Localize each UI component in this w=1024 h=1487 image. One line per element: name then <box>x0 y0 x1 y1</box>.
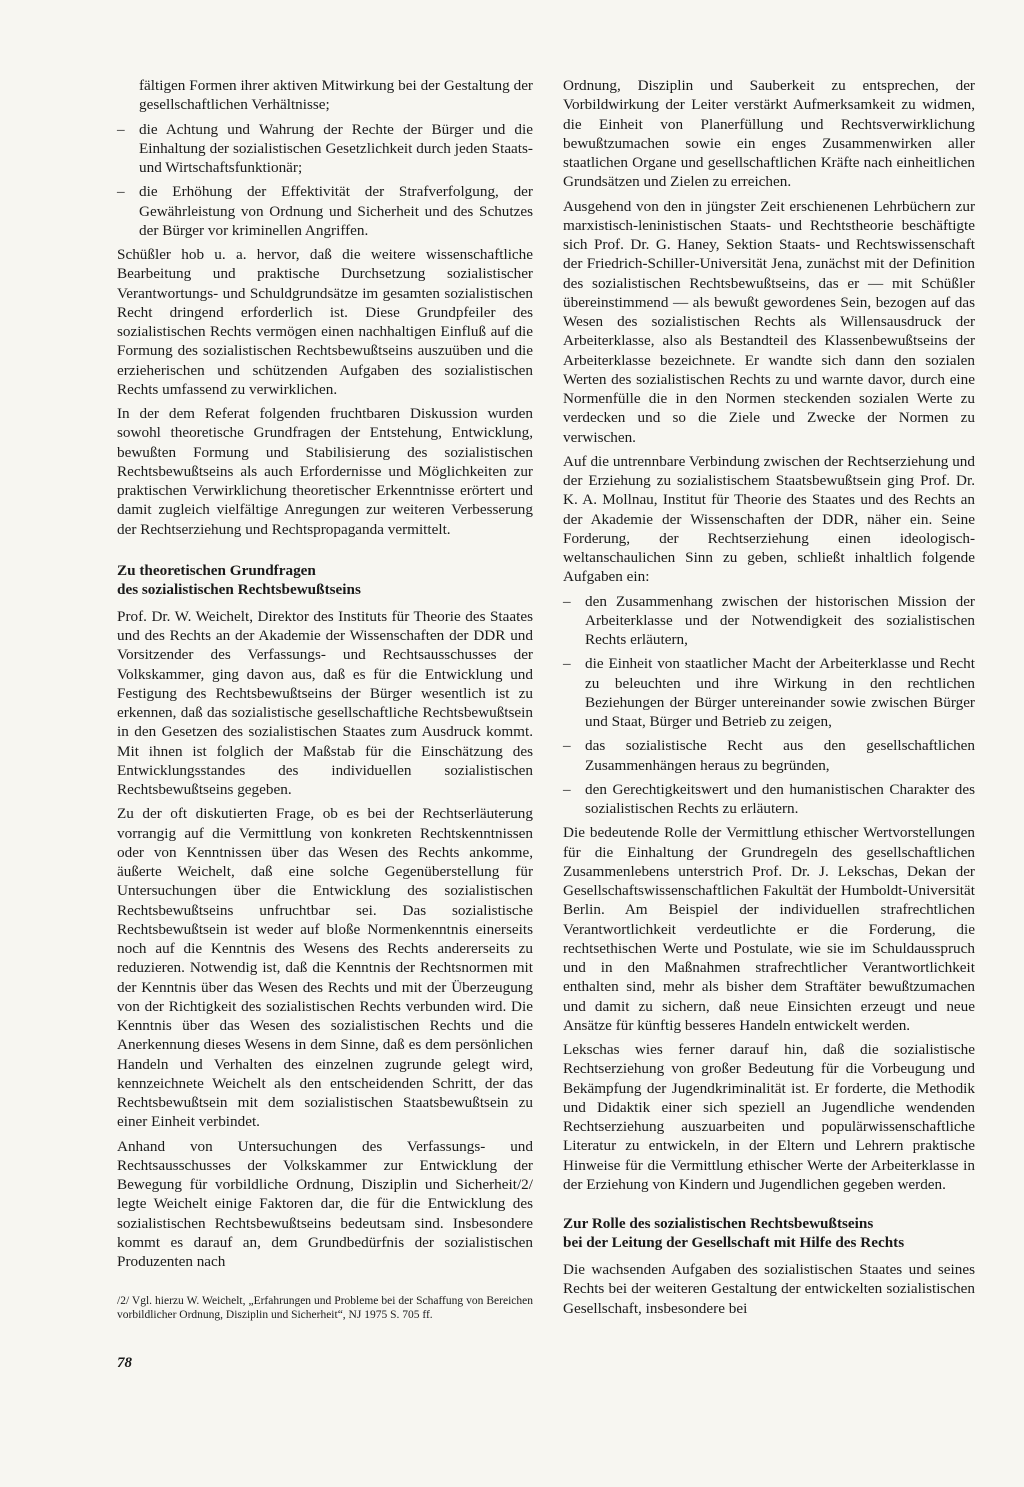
paragraph: fältigen Formen ihrer aktiven Mitwirkung bei der Gestaltung der gesellschaftlichen Verhältnisse; <box>139 77 533 114</box>
paragraph: Lekschas wies ferner darauf hin, daß die sozialistische Rechtserziehung von großer Bedeutung für die Vorbeugung und Bekämpfung der Jugendkriminalität ist. Er forderte, die Methodik und Didaktik einer sich speziell an Jugendliche wendenden Rechtserziehung auszuarbeiten und populärwissenschaftliche Literatur zu entwickeln, in der Eltern und Lehrern praktische Hinweise für die Vermittlung ethischer Werte der Arbeiterklasse in der Erziehung von Kindern und Jugendlichen gegeben werden. <box>563 1041 975 1193</box>
paragraph: Zu der oft diskutierten Frage, ob es bei der Rechtserläuterung vorrangig auf die Vermittlung von konkreten Rechtskenntnissen oder von Kenntnissen über das Wesen des Rechts ankomme, äußerte Weichelt, daß eine solche Gegenüberstellung für Untersuchungen über die Entwicklung des sozialistischen Rechtsbewußtseins unfruchtbar sei. Das sozialistische Rechtsbewußtsein ist weder auf bloße Normenkenntnis einerseits noch auf die Kenntnis des Wesens des Rechts andererseits zu reduzieren. Notwendig ist, daß die Kenntnis der Rechtsnormen mit der Kenntnis über das Wesen des Rechts und mit der Überzeugung von der Richtigkeit des sozialistischen Rechts verbunden wird. Die Kenntnis über das Wesen des sozialistischen Rechts und die Anerkennung dieses Wesens in dem Sinne, daß es dem persönlichen Handeln und Verhalten des einzelnen zugrunde gelegt wird, kennzeichnete Weichelt als den entscheidenden Schritt, der das Rechtsbewußtsein mit dem sozialistischen Staatsbewußtsein zu einer Einheit verbindet. <box>117 805 533 1131</box>
paragraph: In der dem Referat folgenden fruchtbaren Diskussion wurden sowohl theoretische Grundfragen der Entstehung, Entwicklung, bewußten Formung und Stabilisierung des sozialistischen Rechtsbewußtseins als auch Erfordernisse und Möglichkeiten zur praktischen Verwirklichung theoretischer Erkenntnisse erörtert und damit zugleich vielfältige Anregungen zur weiteren Verbesserung der Rechtserziehung und Rechtspropaganda vermittelt. <box>117 405 533 538</box>
list-item: – die Erhöhung der Effektivität der Strafverfolgung, der Gewährleistung von Ordnung und Sicherheit und des Schutzes der Bürger vor kriminellen Angriffen. <box>117 182 533 240</box>
page-number: 78 <box>117 1355 132 1371</box>
section-heading <box>563 1214 975 1252</box>
list-item: – die Achtung und Wahrung der Rechte der Bürger und die Einhaltung der sozialistischen Gesetzlichkeit durch jeden Staats- und Wirtschaftsfunktionär; <box>117 120 533 178</box>
section-heading-line: bei der Leitung der Gesellschaft mit Hilfe des Rechts <box>563 1234 905 1251</box>
section-heading-line: Zur Rolle des sozialistischen Rechtsbewußtseins <box>563 1215 874 1232</box>
paragraph: Schüßler hob u. a. hervor, daß die weitere wissenschaftliche Bearbeitung und praktische Durchsetzung sozialistischer Verantwortungs- und Schuldgrundsätze im gesamten sozialistischen Recht dringend erforderlich ist. Diese Grundpfeiler des sozialistischen Rechts vermögen einen nachhaltigen Einfluß auf die Formung des sozialistischen Rechtsbewußtseins auszuüben und die erzieherischen und schützenden Aufgaben des sozialistischen Rechts umfassend zu verwirklichen. <box>117 246 533 398</box>
footnote: /2/ Vgl. hierzu W. Weichelt, „Erfahrungen und Probleme bei der Schaffung von Bereichen vorbildlicher Ordnung, Disziplin und Sicherheit“, NJ 1975 S. 705 ff. <box>117 1295 533 1321</box>
paragraph: Die bedeutende Rolle der Vermittlung ethischer Wertvorstellungen für die Einhaltung der Grundregeln des gesellschaftlichen Zusammenlebens unterstrich Prof. Dr. J. Lekschas, Dekan der Gesellschaftswissenschaftlichen Fakultät der Humboldt-Universität Berlin. Am Beispiel der individuellen strafrechtlichen Verantwortlichkeit verdeutlichte er die Forderung, die rechtsethischen Werte und Postulate, wie sie im Schuldausspruch und in den Maßnahmen strafrechtlicher Verantwortlichkeit enthalten sind, mehr als bisher dem Straftäter bewußtzumachen und damit zu sichern, daß neue Einsichten erzeugt und neue Ansätze für künftig besseres Handeln entwickelt werden. <box>563 824 975 1034</box>
section-heading <box>117 561 533 599</box>
paragraph: Ordnung, Disziplin und Sauberkeit zu entsprechen, der Vorbildwirkung der Leiter verstärkt Aufmerksamkeit zu widmen, die Einheit von Planerfüllung und Rechtsverwirklichung bewußtzumachen sowie ein enges Zusammenwirken aller staatlichen Organe und gesellschaftlichen Kräfte nach einheitlichen Grundsätzen und Zielen zu erreichen. <box>563 77 975 191</box>
list-item: – die Einheit von staatlicher Macht der Arbeiterklasse und Recht zu beleuchten und ihre Wirkung in den rechtlichen Beziehungen der Bürger untereinander sowie zwischen Bürger und Staat, Bürger und Betrieb zu zeigen, <box>563 654 975 731</box>
list-item: – den Gerechtigkeitswert und den humanistischen Charakter des sozialistischen Rechts zu erläutern. <box>563 780 975 819</box>
paragraph: Prof. Dr. W. Weichelt, Direktor des Instituts für Theorie des Staates und des Rechts an der Akademie der Wissenschaften der DDR und Vorsitzender des Verfassungs- und Rechtsausschusses der Volkskammer, ging davon aus, daß es für die Entwicklung und Festigung des Rechtsbewußtseins der Bürger wesentlich ist zu erkennen, daß das sozialistische gesellschaftliche Rechtsbewußtsein in den Gesetzen des sozialistischen Staates zum Ausdruck kommt. Mit ihnen ist folglich der Maßstab für die Einschätzung des Entwicklungsstandes des individuellen sozialistischen Rechtsbewußtseins gegeben. <box>117 607 533 798</box>
section-heading-line: Zu theoretischen Grundfragen <box>117 561 316 579</box>
list-item: – den Zusammenhang zwischen der historischen Mission der Arbeiterklasse und der Notwendigkeit des sozialistischen Rechts erläutern, <box>563 592 975 650</box>
list-item: – das sozialistische Recht aus den gesellschaftlichen Zusammenhängen heraus zu begründen, <box>563 736 975 775</box>
section-heading-line: des sozialistischen Rechtsbewußtseins <box>117 580 361 598</box>
paragraph: Anhand von Untersuchungen des Verfassungs- und Rechtsausschusses der Volkskammer zur Entwicklung der Bewegung für vorbildliche Ordnung, Disziplin und Sicherheit/2/ legte Weichelt einige Faktoren dar, die für die Entwicklung des sozialistischen Rechtsbewußtseins bedeutsam sind. Insbesondere kommt es darauf an, dem Grundbedürfnis der sozialistischen Produzenten nach <box>117 1137 533 1270</box>
right-column <box>563 76 975 1323</box>
left-column <box>117 76 533 1276</box>
paragraph: Ausgehend von den in jüngster Zeit erschienenen Lehrbüchern zur marxistisch-leninistischen Staats- und Rechtstheorie beschäftigte sich Prof. Dr. G. Haney, Sektion Staats- und Rechtswissenschaft der Friedrich-Schiller-Universität Jena, zunächst mit der Definition des sozialistischen Rechtsbewußtseins, das er — mit Schüßler übereinstimmend — als bewußt gewordenes Sein, bezogen auf das Wesen des sozialistischen Rechts als Willensausdruck der Arbeiterklasse, also als Bestandteil des Klassenbewußtseins der Arbeiterklasse bezeichnete. Er wandte sich dann den sozialen Werten des sozialistischen Rechts zu und warnte davor, durch eine Normenfülle die in den Normen steckenden sozialen Werte zu verdecken und so die Ziele und Zwecke der Normen zu verwischen. <box>563 197 975 446</box>
paragraph: Auf die untrennbare Verbindung zwischen der Rechtserziehung und der Erziehung zu sozialistischem Staatsbewußtsein ging Prof. Dr. K. A. Mollnau, Institut für Theorie des Staates und des Rechts an der Akademie der Wissenschaften der DDR, näher ein. Seine Forderung, der Rechtserziehung einen ideologisch-weltanschaulichen Sinn zu geben, schließt inhaltlich folgende Aufgaben ein: <box>563 452 975 586</box>
paragraph: Die wachsenden Aufgaben des sozialistischen Staates und seines Rechts bei der weiteren Gestaltung der entwickelten sozialistischen Gesellschaft, insbesondere bei <box>563 1261 975 1317</box>
